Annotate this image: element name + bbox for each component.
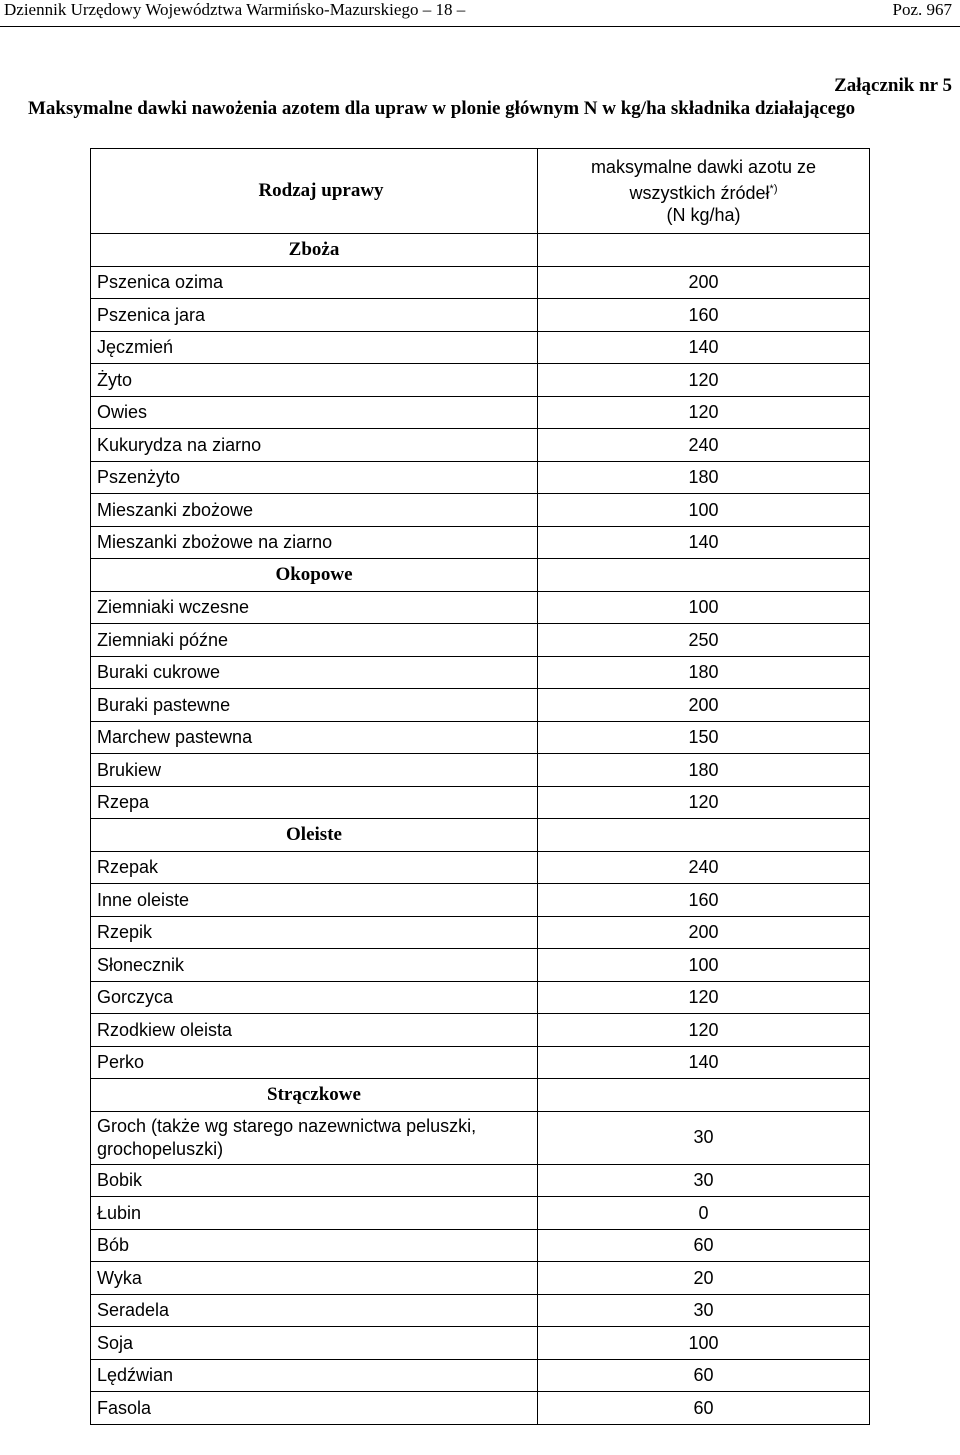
crop-name: Gorczyca [91, 981, 538, 1014]
category-label: Oleiste [91, 819, 538, 852]
table-row [91, 1262, 870, 1295]
table-row [91, 689, 870, 722]
max-dose-value: 120 [538, 364, 870, 397]
crop-name: Rzepa [91, 786, 538, 819]
max-dose-value: 250 [538, 624, 870, 657]
max-dose-value: 200 [538, 916, 870, 949]
table-body [91, 234, 870, 1425]
table-row [91, 591, 870, 624]
crop-name: Inne oleiste [91, 884, 538, 917]
page-header [0, 0, 960, 27]
max-dose-value: 120 [538, 1014, 870, 1047]
crop-type-header [91, 149, 538, 234]
max-dose-value: 60 [538, 1392, 870, 1425]
max-dose-value: 180 [538, 656, 870, 689]
table-row [91, 461, 870, 494]
table-row [91, 851, 870, 884]
table-row [91, 1111, 870, 1164]
max-dose-value: 180 [538, 754, 870, 787]
table-row [91, 1392, 870, 1425]
max-dose-value: 30 [538, 1111, 870, 1164]
document-title: Maksymalne dawki nawożenia azotem dla upraw w plonie głównym N w kg/ha składnika działającego [28, 98, 856, 119]
max-dose-header-line1: maksymalne dawki azotu ze [590, 157, 817, 177]
max-dose-value: 100 [538, 591, 870, 624]
crop-name: Lędźwian [91, 1359, 538, 1392]
crop-name: Groch (także wg starego nazewnictwa peluszki, grochopeluszki) [91, 1111, 538, 1164]
max-dose-value: 240 [538, 851, 870, 884]
max-dose-header-line2: wszystkich źródeł [629, 183, 770, 203]
max-dose-value: 120 [538, 786, 870, 819]
table-row [91, 364, 870, 397]
max-dose-value: 140 [538, 526, 870, 559]
crop-name: Bobik [91, 1164, 538, 1197]
crop-name: Perko [91, 1046, 538, 1079]
max-dose-value: 30 [538, 1164, 870, 1197]
max-dose-value: 100 [538, 1327, 870, 1360]
crop-name: Brukiew [91, 754, 538, 787]
table-row [91, 1197, 870, 1230]
table-row [91, 1046, 870, 1079]
max-dose-header-unit: (N kg/ha) [666, 205, 741, 225]
max-dose-value: 180 [538, 461, 870, 494]
max-dose-value: 160 [538, 884, 870, 917]
crop-name: Seradela [91, 1294, 538, 1327]
max-dose-value: 140 [538, 1046, 870, 1079]
crop-name: Żyto [91, 364, 538, 397]
table-row [91, 526, 870, 559]
crop-name: Jęczmień [91, 331, 538, 364]
table-row [91, 1164, 870, 1197]
crop-name: Owies [91, 396, 538, 429]
table-row [91, 299, 870, 332]
crop-type-header-label: Rodzaj uprawy [258, 180, 384, 201]
table-row [91, 494, 870, 527]
crop-name: Mieszanki zbożowe na ziarno [91, 526, 538, 559]
max-dose-value: 140 [538, 331, 870, 364]
table-row [91, 656, 870, 689]
category-value-empty [538, 819, 870, 852]
annex-title: Załącznik nr 5 [834, 75, 952, 96]
table-row [91, 1327, 870, 1360]
crop-name: Rzepik [91, 916, 538, 949]
max-dose-value: 150 [538, 721, 870, 754]
category-row [91, 1079, 870, 1112]
table-row [91, 786, 870, 819]
category-value-empty [538, 1079, 870, 1112]
crop-name: Buraki pastewne [91, 689, 538, 722]
max-dose-value: 60 [538, 1359, 870, 1392]
table-row [91, 1294, 870, 1327]
crop-name: Słonecznik [91, 949, 538, 982]
crop-name: Pszenica jara [91, 299, 538, 332]
crop-name: Kukurydza na ziarno [91, 429, 538, 462]
category-row [91, 234, 870, 267]
category-label: Okopowe [91, 559, 538, 592]
table-row [91, 1014, 870, 1047]
max-dose-value: 120 [538, 396, 870, 429]
table-row [91, 624, 870, 657]
journal-title: Dziennik Urzędowy Województwa Warmińsko-Mazurskiego – 18 – [4, 0, 466, 19]
max-dose-value: 30 [538, 1294, 870, 1327]
max-dose-value: 100 [538, 949, 870, 982]
table-row [91, 884, 870, 917]
table-header-row [91, 149, 870, 234]
category-value-empty [538, 234, 870, 267]
crop-name: Mieszanki zbożowe [91, 494, 538, 527]
table-row [91, 949, 870, 982]
table-row [91, 1229, 870, 1262]
category-row [91, 559, 870, 592]
table-row [91, 1359, 870, 1392]
table-row [91, 754, 870, 787]
category-value-empty [538, 559, 870, 592]
max-dose-value: 200 [538, 689, 870, 722]
max-dose-value: 100 [538, 494, 870, 527]
max-dose-header [538, 149, 870, 234]
max-dose-value: 60 [538, 1229, 870, 1262]
nitrogen-dose-table [90, 148, 870, 1425]
table-row [91, 331, 870, 364]
max-dose-value: 200 [538, 266, 870, 299]
max-dose-value: 120 [538, 981, 870, 1014]
crop-name: Rzepak [91, 851, 538, 884]
footnote-marker: *) [769, 183, 778, 195]
crop-name: Marchew pastewna [91, 721, 538, 754]
category-row [91, 819, 870, 852]
table-row [91, 266, 870, 299]
table-row [91, 429, 870, 462]
table-row [91, 916, 870, 949]
crop-name: Rzodkiew oleista [91, 1014, 538, 1047]
crop-name: Soja [91, 1327, 538, 1360]
table-row [91, 981, 870, 1014]
crop-name: Bób [91, 1229, 538, 1262]
crop-name: Ziemniaki późne [91, 624, 538, 657]
crop-name: Fasola [91, 1392, 538, 1425]
crop-name: Łubin [91, 1197, 538, 1230]
category-label: Strączkowe [91, 1079, 538, 1112]
table-row [91, 396, 870, 429]
crop-name: Wyka [91, 1262, 538, 1295]
max-dose-value: 20 [538, 1262, 870, 1295]
crop-name: Ziemniaki wczesne [91, 591, 538, 624]
max-dose-value: 0 [538, 1197, 870, 1230]
category-label: Zboża [91, 234, 538, 267]
position-number: Poz. 967 [892, 0, 952, 19]
max-dose-value: 240 [538, 429, 870, 462]
crop-name: Pszenica ozima [91, 266, 538, 299]
table-row [91, 721, 870, 754]
crop-name: Buraki cukrowe [91, 656, 538, 689]
crop-name: Pszenżyto [91, 461, 538, 494]
max-dose-value: 160 [538, 299, 870, 332]
